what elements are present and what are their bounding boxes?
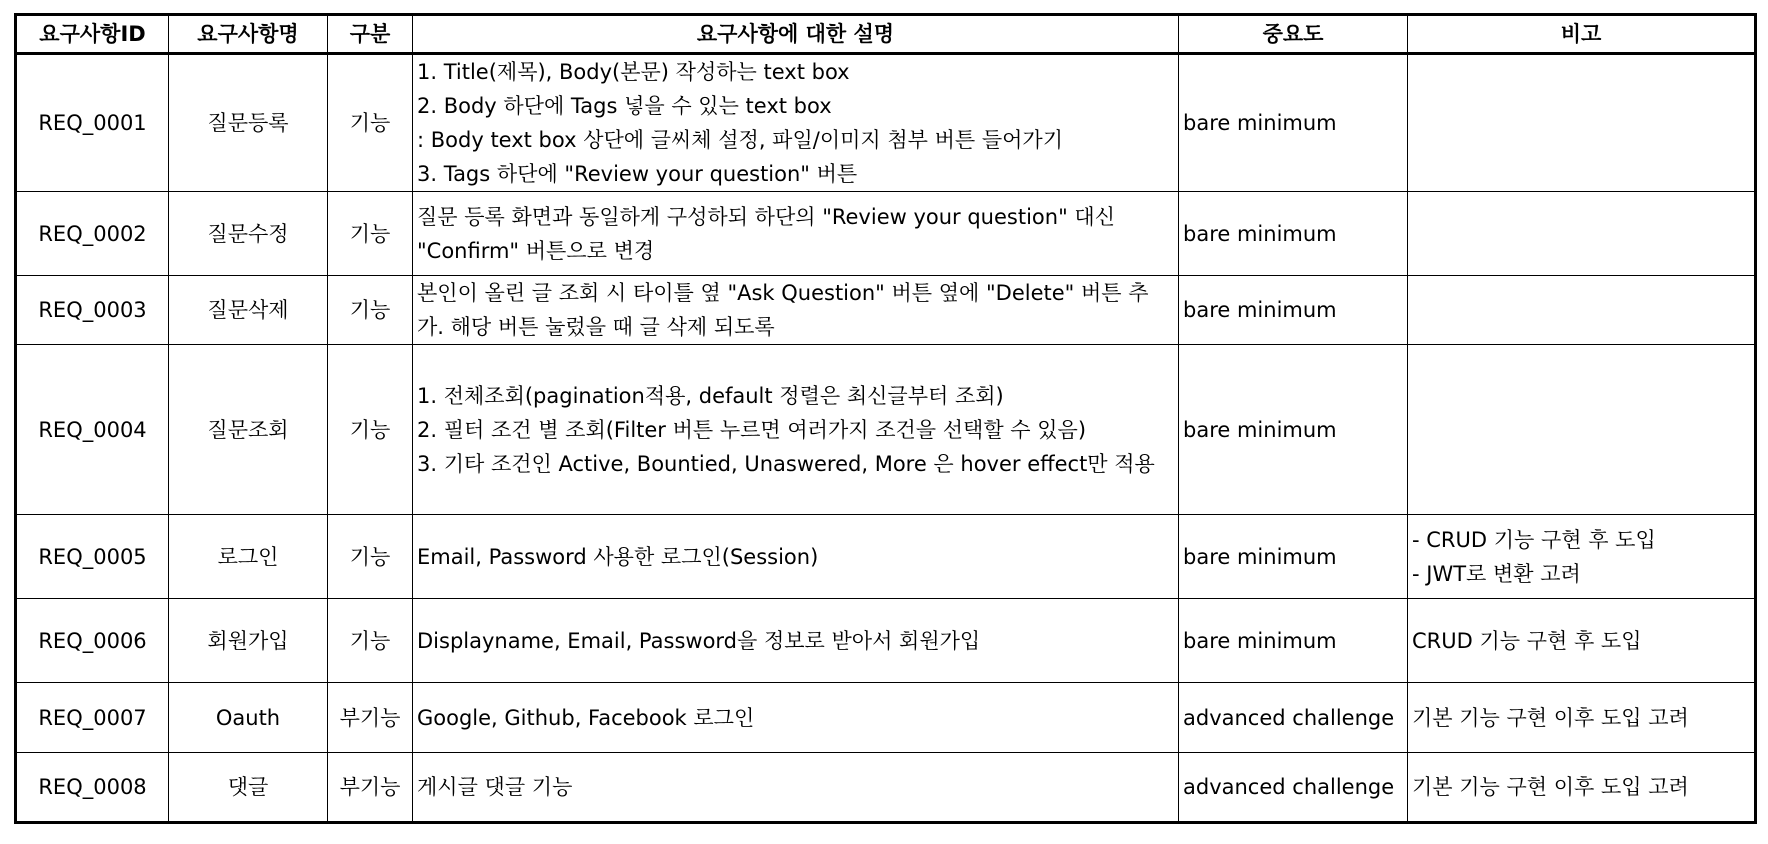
req-id-cell bbox=[16, 192, 169, 276]
category-cell bbox=[328, 515, 413, 599]
cell-text: Oauth bbox=[215, 705, 281, 730]
note-cell bbox=[1408, 192, 1756, 276]
cell-text: 회원가입 bbox=[207, 628, 289, 653]
priority-cell bbox=[1179, 515, 1408, 599]
note-cell bbox=[1408, 599, 1756, 683]
req-name-cell bbox=[169, 192, 328, 276]
note-cell bbox=[1408, 54, 1756, 192]
category-cell bbox=[328, 192, 413, 276]
req-name-cell bbox=[169, 753, 328, 823]
cell-text: 1. 전체조회(pagination적용, default 정렬은 최신글부터 조회) bbox=[417, 383, 1004, 408]
cell-text: bare minimum bbox=[1183, 221, 1337, 246]
priority-cell bbox=[1179, 683, 1408, 753]
description-cell bbox=[413, 753, 1179, 823]
priority-cell bbox=[1179, 599, 1408, 683]
category-cell bbox=[328, 54, 413, 192]
cell-text: - CRUD 기능 구현 후 도입 bbox=[1412, 527, 1656, 552]
table-row bbox=[16, 192, 1756, 276]
table-row bbox=[16, 683, 1756, 753]
cell-text: bare minimum bbox=[1183, 111, 1337, 135]
req-id-cell bbox=[16, 683, 169, 753]
table-row bbox=[16, 345, 1756, 515]
table-row bbox=[16, 599, 1756, 683]
category-cell bbox=[328, 683, 413, 753]
cell-text: 질문삭제 bbox=[207, 298, 289, 322]
header-req-name: 요구사항명 bbox=[169, 15, 328, 54]
req-id-cell bbox=[16, 54, 169, 192]
cell-text: 기능 bbox=[349, 628, 391, 653]
category-cell bbox=[328, 599, 413, 683]
priority-cell bbox=[1179, 753, 1408, 823]
cell-text: advanced challenge bbox=[1183, 705, 1395, 730]
description-cell bbox=[413, 515, 1179, 599]
cell-text: bare minimum bbox=[1183, 544, 1337, 569]
note-cell bbox=[1408, 683, 1756, 753]
category-cell bbox=[328, 753, 413, 823]
cell-text: : Body text box 상단에 글씨체 설정, 파일/이미지 첨부 버튼 들어가기 bbox=[417, 128, 1064, 152]
header-req-id: 요구사항ID bbox=[16, 15, 169, 54]
header-note: 비고 bbox=[1408, 15, 1756, 54]
cell-text: REQ_0003 bbox=[38, 298, 147, 322]
requirements-table bbox=[14, 13, 1757, 824]
cell-text: 3. 기타 조건인 Active, Bountied, Unaswered, More 은 hover effect만 적용 bbox=[417, 451, 1155, 476]
req-id-cell bbox=[16, 515, 169, 599]
cell-text: 로그인 bbox=[217, 544, 279, 569]
cell-text: 게시글 댓글 기능 bbox=[417, 775, 573, 799]
note-cell bbox=[1408, 515, 1756, 599]
cell-text: 2. 필터 조건 별 조회(Filter 버튼 누르면 여러가지 조건을 선택할 수 있음) bbox=[417, 417, 1087, 442]
req-name-cell bbox=[169, 599, 328, 683]
description-cell bbox=[413, 345, 1179, 515]
priority-cell bbox=[1179, 276, 1408, 345]
cell-text: Displayname, Email, Password을 정보로 받아서 회원가입 bbox=[417, 628, 981, 653]
header-priority: 중요도 bbox=[1179, 15, 1408, 54]
cell-text: 질문수정 bbox=[207, 221, 289, 246]
cell-text: 부기능 bbox=[339, 705, 401, 730]
req-name-cell bbox=[169, 54, 328, 192]
req-id-cell bbox=[16, 345, 169, 515]
cell-text: 질문조회 bbox=[207, 417, 289, 442]
note-cell bbox=[1408, 276, 1756, 345]
priority-cell bbox=[1179, 345, 1408, 515]
description-cell bbox=[413, 599, 1179, 683]
cell-text: REQ_0001 bbox=[38, 111, 147, 135]
cell-text: CRUD 기능 구현 후 도입 bbox=[1412, 628, 1642, 653]
cell-text: 기본 기능 구현 이후 도입 고려 bbox=[1412, 775, 1689, 799]
cell-text: Google, Github, Facebook 로그인 bbox=[417, 705, 755, 730]
cell-text: 기능 bbox=[349, 417, 391, 442]
cell-text: 기능 bbox=[349, 221, 391, 246]
table-row bbox=[16, 276, 1756, 345]
cell-text: REQ_0006 bbox=[38, 628, 147, 653]
cell-text: 2. Body 하단에 Tags 넣을 수 있는 text box bbox=[417, 94, 832, 118]
cell-text: REQ_0005 bbox=[38, 544, 147, 569]
req-id-cell bbox=[16, 276, 169, 345]
cell-text: 댓글 bbox=[227, 775, 269, 799]
cell-text: REQ_0004 bbox=[38, 417, 147, 442]
cell-text: - JWT로 변환 고려 bbox=[1412, 561, 1581, 586]
category-cell bbox=[328, 345, 413, 515]
cell-text: 본인이 올린 글 조회 시 타이틀 옆 "Ask Question" 버튼 옆에 "Delete" 버튼 추가. 해당 버튼 눌렀을 때 글 삭제 되도록 bbox=[417, 281, 1149, 339]
req-name-cell bbox=[169, 345, 328, 515]
cell-text: 1. Title(제목), Body(본문) 작성하는 text box bbox=[417, 60, 850, 84]
table-row bbox=[16, 753, 1756, 823]
note-cell bbox=[1408, 345, 1756, 515]
cell-text: Email, Password 사용한 로그인(Session) bbox=[417, 544, 819, 569]
description-cell bbox=[413, 54, 1179, 192]
cell-text: REQ_0007 bbox=[38, 705, 147, 730]
cell-text: 질문 등록 화면과 동일하게 구성하되 하단의 "Review your question" 대신 "Confirm" 버튼으로 변경 bbox=[417, 204, 1115, 263]
cell-text: 부기능 bbox=[339, 775, 401, 799]
req-id-cell bbox=[16, 753, 169, 823]
cell-text: 질문등록 bbox=[207, 111, 289, 135]
cell-text: REQ_0008 bbox=[38, 775, 147, 799]
description-cell bbox=[413, 276, 1179, 345]
req-name-cell bbox=[169, 276, 328, 345]
cell-text: bare minimum bbox=[1183, 298, 1337, 322]
cell-text: 기능 bbox=[349, 111, 391, 135]
req-name-cell bbox=[169, 683, 328, 753]
table-row bbox=[16, 54, 1756, 192]
category-cell bbox=[328, 276, 413, 345]
header-row bbox=[16, 15, 1756, 54]
cell-text: 기능 bbox=[349, 298, 391, 322]
cell-text: 기능 bbox=[349, 544, 391, 569]
cell-text: 3. Tags 하단에 "Review your question" 버튼 bbox=[417, 162, 858, 186]
req-name-cell bbox=[169, 515, 328, 599]
table-row bbox=[16, 515, 1756, 599]
priority-cell bbox=[1179, 192, 1408, 276]
cell-text: advanced challenge bbox=[1183, 775, 1395, 799]
description-cell bbox=[413, 683, 1179, 753]
cell-text: 기본 기능 구현 이후 도입 고려 bbox=[1412, 705, 1689, 730]
req-id-cell bbox=[16, 599, 169, 683]
description-cell bbox=[413, 192, 1179, 276]
cell-text: bare minimum bbox=[1183, 628, 1337, 653]
header-category: 구분 bbox=[328, 15, 413, 54]
cell-text: REQ_0002 bbox=[38, 221, 147, 246]
header-description: 요구사항에 대한 설명 bbox=[413, 15, 1179, 54]
cell-text: bare minimum bbox=[1183, 417, 1337, 442]
priority-cell bbox=[1179, 54, 1408, 192]
note-cell bbox=[1408, 753, 1756, 823]
